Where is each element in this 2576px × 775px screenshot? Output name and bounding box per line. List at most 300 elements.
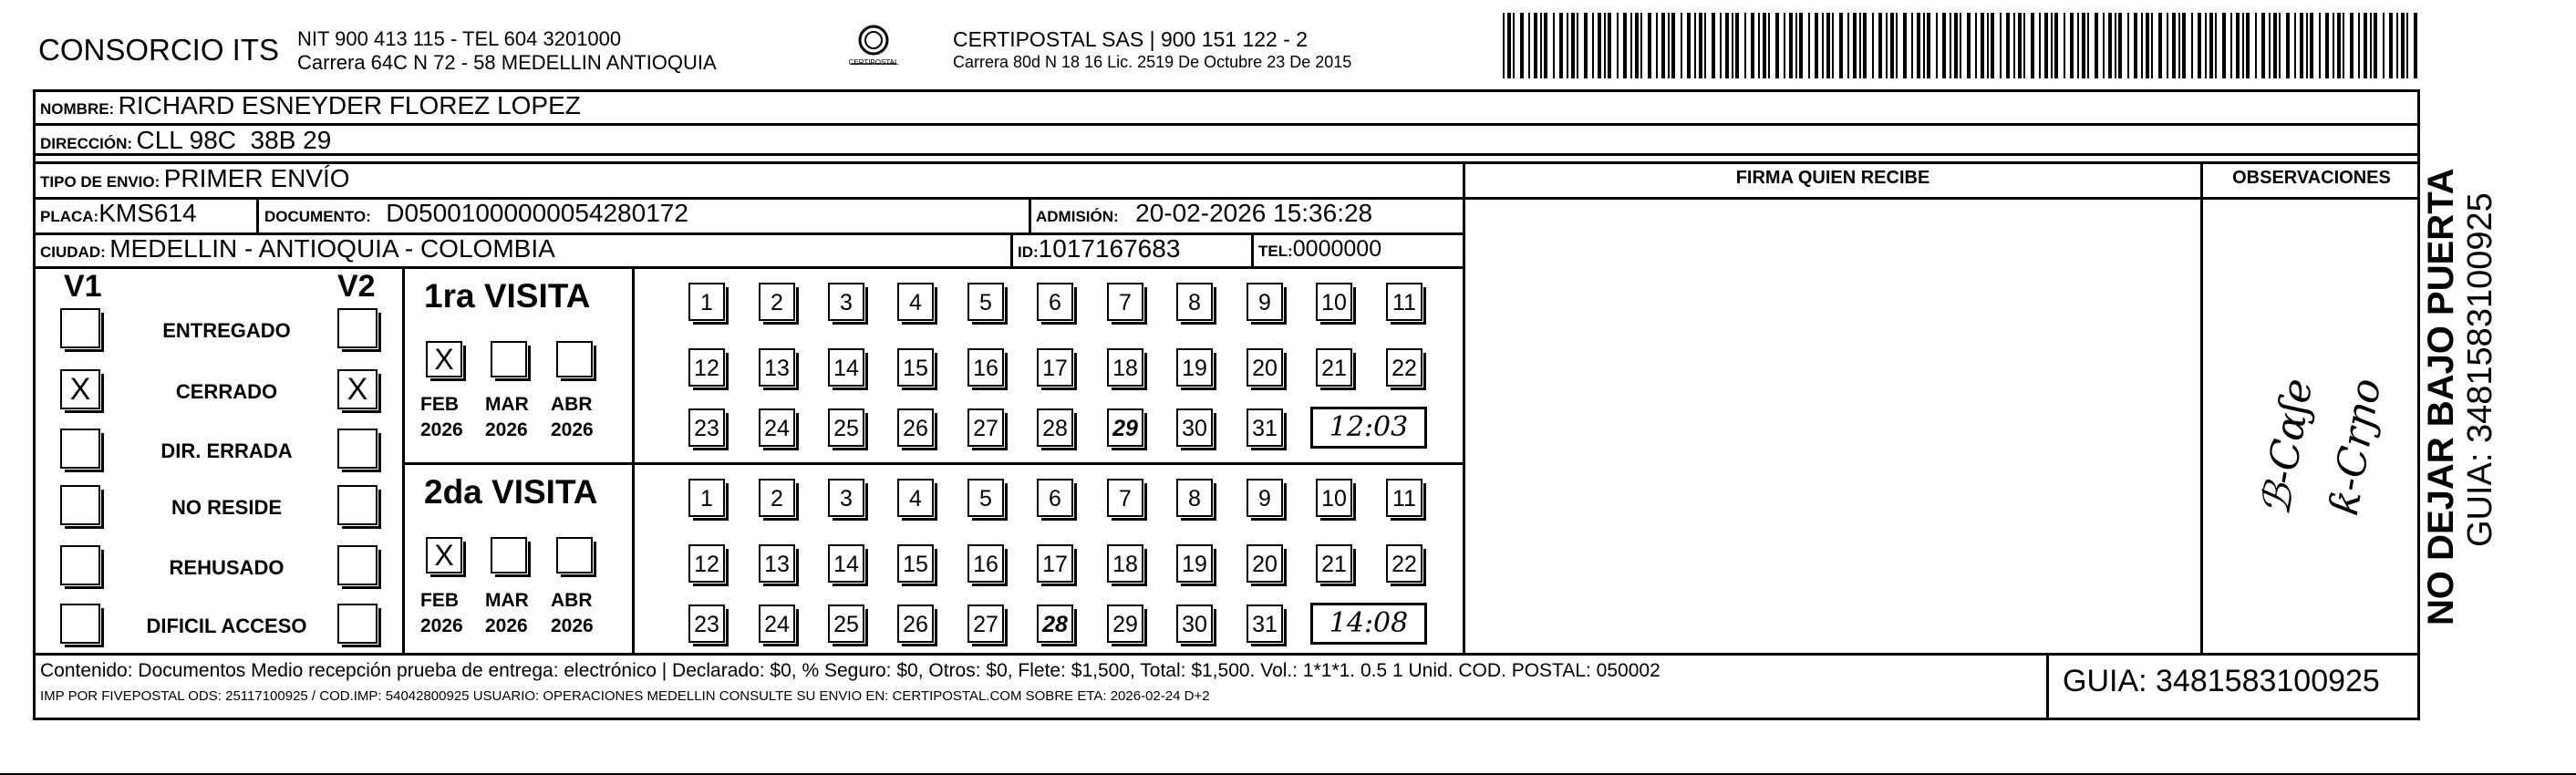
- status-label: DIFICIL ACCESO: [146, 615, 307, 637]
- month-label: MAR: [485, 394, 529, 415]
- col-divider: [632, 266, 635, 653]
- barcode-bar: [1859, 13, 1861, 78]
- barcode-bar: [2255, 13, 2257, 78]
- barcode-bar: [1853, 13, 1857, 78]
- barcode-bar: [1513, 13, 1515, 78]
- ciudad-label: CIUDAD:: [40, 243, 106, 261]
- barcode-bar: [1604, 13, 1606, 78]
- header: [0, 0, 2576, 91]
- barcode-bar: [1671, 13, 1675, 78]
- barcode-bar: [1775, 13, 1779, 78]
- barcode-bar: [2343, 13, 2344, 78]
- barcode-bar: [1839, 13, 1843, 78]
- tel-value: 0000000: [1292, 236, 1382, 262]
- barcode-bar: [1878, 13, 1882, 78]
- barcode-bar: [1768, 13, 1770, 78]
- month-label: MAR: [485, 590, 529, 611]
- footer-guia: GUIA: 3481583100925: [2063, 664, 2380, 698]
- barcode-bar: [2039, 13, 2041, 78]
- day-box[interactable]: 20: [1247, 348, 1283, 387]
- documento-row: [264, 199, 688, 228]
- barcode-bar: [2191, 13, 2193, 78]
- row-divider: [33, 653, 2420, 656]
- barcode-bar: [1832, 13, 1834, 78]
- barcode-bar: [1648, 13, 1651, 78]
- v1-checkbox[interactable]: [60, 604, 100, 644]
- barcode-bar: [2064, 13, 2065, 78]
- tel-label: TEL:: [1258, 243, 1293, 260]
- day-box[interactable]: 30: [1176, 408, 1213, 447]
- day-box[interactable]: 11: [1386, 479, 1422, 517]
- barcode-bar: [1886, 13, 1888, 78]
- admision-label: ADMISIÓN:: [1036, 208, 1119, 225]
- month-label: FEB: [420, 394, 459, 415]
- col-divider: [1463, 161, 1465, 653]
- barcode-bar: [2209, 13, 2213, 78]
- barcode-bar: [1917, 13, 1920, 78]
- day-box[interactable]: 27: [967, 604, 1004, 643]
- v2-checkbox[interactable]: [337, 308, 378, 348]
- day-box[interactable]: 12: [688, 544, 725, 583]
- documento-value: D05001000000054280172: [386, 199, 688, 227]
- barcode-bar: [2230, 13, 2232, 78]
- v2-checkbox[interactable]: [337, 604, 378, 644]
- barcode-bar: [1559, 13, 1563, 78]
- barcode-bar: [2370, 13, 2372, 78]
- barcode-bar: [1640, 13, 1642, 78]
- time-box[interactable]: 12:03: [1310, 407, 1427, 449]
- year-label: 2026: [551, 419, 594, 440]
- barcode-bar: [2269, 13, 2271, 78]
- day-box[interactable]: 14: [828, 348, 864, 387]
- barcode-bar: [2294, 13, 2296, 78]
- barcode-bar: [1567, 13, 1568, 78]
- barcode-bar: [1847, 13, 1849, 78]
- barcode-bar: [1668, 13, 1670, 78]
- v1-checkbox[interactable]: [60, 429, 100, 469]
- barcode-bar: [1608, 13, 1611, 78]
- barcode-bar: [2350, 13, 2354, 78]
- col-divider: [2046, 653, 2049, 720]
- barcode-bar: [2198, 13, 2201, 78]
- day-box[interactable]: 20: [1247, 544, 1283, 583]
- barcode-bar: [2333, 13, 2334, 78]
- visit-title: 2da VISITA: [424, 473, 598, 511]
- month-checkbox[interactable]: [491, 537, 527, 574]
- day-box[interactable]: 17: [1037, 544, 1073, 583]
- time-box[interactable]: 14:08: [1310, 603, 1427, 645]
- day-box[interactable]: 17: [1037, 348, 1073, 387]
- barcode-bar: [2167, 13, 2168, 78]
- day-box[interactable]: 26: [897, 604, 934, 643]
- barcode-bar: [1826, 13, 1830, 78]
- day-box[interactable]: 8: [1176, 479, 1213, 517]
- barcode-bar: [2306, 13, 2308, 78]
- barcode-bar: [1623, 13, 1627, 78]
- year-label: 2026: [420, 419, 463, 440]
- barcode-bar: [1694, 13, 1696, 78]
- barcode-bar: [2082, 13, 2085, 78]
- barcode-bar: [2178, 13, 2180, 78]
- barcode-bar: [1635, 13, 1639, 78]
- signature-scribble-2: ƙ-Crɲo: [2321, 375, 2391, 519]
- barcode-bar: [2070, 13, 2074, 78]
- barcode-bar: [1687, 13, 1691, 78]
- barcode-bar: [1751, 13, 1754, 78]
- tipo-row: [40, 164, 350, 193]
- day-box[interactable]: 21: [1316, 348, 1352, 387]
- day-box[interactable]: 12: [688, 348, 725, 387]
- v1-checkbox[interactable]: X: [60, 369, 100, 409]
- row-divider: [33, 266, 1463, 269]
- day-box[interactable]: 29: [1107, 408, 1143, 447]
- barcode-bar: [1911, 13, 1913, 78]
- placa-row: [40, 199, 197, 228]
- barcode-bar: [2103, 13, 2105, 78]
- col-divider: [256, 199, 259, 232]
- barcode-bar: [1863, 13, 1867, 78]
- placa-value: KMS614: [98, 199, 197, 227]
- barcode-bar: [2108, 13, 2112, 78]
- id-label: ID:: [1018, 243, 1039, 261]
- barcode-bar: [1815, 13, 1818, 78]
- barcode-bar: [2134, 13, 2137, 78]
- barcode-bar: [1528, 13, 1530, 78]
- logo-icon: [828, 24, 919, 75]
- company-name: CONSORCIO ITS: [38, 33, 280, 67]
- firma-label: FIRMA QUIEN RECIBE: [1735, 168, 1930, 188]
- barcode-bar: [1577, 13, 1578, 78]
- admision-value: 20-02-2026 15:36:28: [1135, 199, 1373, 227]
- v1-checkbox[interactable]: [60, 308, 100, 348]
- day-box[interactable]: 26: [897, 408, 934, 447]
- day-box[interactable]: 24: [759, 604, 795, 643]
- barcode-bar: [1987, 13, 1989, 78]
- v2-checkbox[interactable]: X: [337, 369, 378, 409]
- barcode-bar: [2374, 13, 2377, 78]
- barcode-bar: [1656, 13, 1658, 78]
- day-box[interactable]: 30: [1176, 604, 1213, 643]
- barcode-bar: [1903, 13, 1907, 78]
- barcode-bar: [2146, 13, 2149, 78]
- day-box[interactable]: 31: [1247, 604, 1283, 643]
- row-divider: [402, 462, 1463, 465]
- barcode-bar: [2031, 13, 2034, 78]
- courier-line-1: CERTIPOSTAL SAS | 900 151 122 - 2: [953, 27, 1309, 51]
- barcode-bar: [1942, 13, 1946, 78]
- barcode-bar: [1617, 13, 1619, 78]
- tel-row: [1258, 236, 1381, 263]
- month-label: ABR: [551, 394, 593, 415]
- nombre-row: [40, 91, 581, 120]
- barcode-bar: [2095, 13, 2098, 78]
- day-box[interactable]: 27: [967, 408, 1004, 447]
- v2-checkbox[interactable]: [337, 429, 378, 469]
- year-label: 2026: [485, 615, 528, 636]
- barcode-bar: [2127, 13, 2129, 78]
- barcode-bar: [1704, 13, 1706, 78]
- day-box[interactable]: 22: [1386, 544, 1422, 583]
- courier-line-2: Carrera 80d N 18 16 Lic. 2519 De Octubre 23 De 2015: [953, 53, 1352, 71]
- nombre-value: RICHARD ESNEYDER FLOREZ LOPEZ: [118, 91, 581, 119]
- barcode-bar: [1784, 13, 1785, 78]
- col-divider: [1010, 234, 1013, 266]
- day-box[interactable]: 9: [1247, 479, 1283, 517]
- barcode-bar: [2310, 13, 2313, 78]
- day-box[interactable]: 19: [1176, 348, 1213, 387]
- barcode-bar: [1681, 13, 1682, 78]
- day-box[interactable]: 16: [967, 544, 1004, 583]
- month-checkbox[interactable]: [556, 341, 593, 377]
- day-box[interactable]: 13: [759, 544, 795, 583]
- barcode: [1503, 13, 2424, 78]
- day-box[interactable]: 10: [1316, 283, 1352, 321]
- direccion-value: CLL 98C 38B 29: [136, 126, 332, 154]
- month-label: FEB: [420, 590, 459, 611]
- day-box[interactable]: 8: [1176, 283, 1213, 321]
- barcode-bar: [2279, 13, 2281, 78]
- barcode-bar: [2023, 13, 2025, 78]
- day-box[interactable]: 16: [967, 348, 1004, 387]
- barcode-bar: [2087, 13, 2089, 78]
- barcode-bar: [2044, 13, 2048, 78]
- barcode-bar: [2337, 13, 2341, 78]
- day-box[interactable]: 1: [688, 283, 725, 321]
- nombre-label: NOMBRE:: [40, 100, 115, 118]
- month-checkbox[interactable]: [556, 537, 593, 574]
- day-box[interactable]: 22: [1386, 348, 1422, 387]
- day-box[interactable]: 4: [897, 479, 934, 517]
- barcode-bar: [1896, 13, 1898, 78]
- barcode-bar: [2319, 13, 2321, 78]
- barcode-bar: [1553, 13, 1555, 78]
- v1-checkbox[interactable]: [60, 545, 100, 585]
- barcode-bar: [2222, 13, 2226, 78]
- barcode-bar: [1991, 13, 1994, 78]
- barcode-bar: [1503, 13, 1505, 78]
- status-label: ENTREGADO: [162, 319, 291, 342]
- barcode-bar: [2051, 13, 2053, 78]
- barcode-bar: [1507, 13, 1511, 78]
- no-dejar-warning: NO DEJAR BAJO PUERTA: [2421, 168, 2461, 625]
- barcode-bar: [2077, 13, 2079, 78]
- admision-row: [1036, 199, 1372, 228]
- day-box[interactable]: 28: [1037, 408, 1073, 447]
- barcode-bar: [2364, 13, 2367, 78]
- barcode-bar: [2172, 13, 2176, 78]
- barcode-bar: [2141, 13, 2143, 78]
- side-text: [2421, 89, 2503, 636]
- col-divider: [1029, 199, 1031, 232]
- barcode-bar: [1923, 13, 1925, 78]
- barcode-bar: [2358, 13, 2360, 78]
- footer-line-2: IMP POR FIVEPOSTAL ODS: 25117100925 / COD.IMP: 54042800925 USUARIO: OPERACIONES MEDELLIN CONSULTE SU ENVIO EN: CERTIPOSTAL.COM SOBRE ETA: 2026-02-24 D+2: [40, 688, 1210, 704]
- barcode-bar: [1571, 13, 1575, 78]
- barcode-bar: [2406, 13, 2408, 78]
- col-divider: [402, 266, 405, 653]
- barcode-bar: [1712, 13, 1715, 78]
- day-box[interactable]: 25: [828, 604, 864, 643]
- logo-text: CERTIPOSTAL: [848, 58, 899, 67]
- barcode-bar: [2389, 13, 2393, 78]
- day-box[interactable]: 3: [828, 479, 864, 517]
- tipo-label: TIPO DE ENVIO:: [40, 173, 160, 191]
- day-box[interactable]: 31: [1247, 408, 1283, 447]
- barcode-bar: [1789, 13, 1793, 78]
- barcode-bar: [2246, 13, 2250, 78]
- year-label: 2026: [420, 615, 463, 636]
- observaciones-label: OBSERVACIONES: [2232, 168, 2391, 188]
- certipostal-logo: [828, 24, 919, 75]
- col-divider: [2200, 161, 2203, 653]
- barcode-bar: [2151, 13, 2153, 78]
- id-value: 1017167683: [1038, 234, 1181, 263]
- day-box[interactable]: 21: [1316, 544, 1352, 583]
- day-box[interactable]: 23: [688, 604, 725, 643]
- day-box[interactable]: 6: [1037, 283, 1073, 321]
- barcode-bar: [1661, 13, 1665, 78]
- barcode-bar: [2013, 13, 2015, 78]
- barcode-bar: [1927, 13, 1930, 78]
- documento-label: DOCUMENTO:: [264, 208, 371, 225]
- day-box[interactable]: 10: [1316, 479, 1352, 517]
- row-divider: [33, 123, 2420, 126]
- day-box[interactable]: 25: [828, 408, 864, 447]
- barcode-bar: [2242, 13, 2244, 78]
- id-row: [1018, 234, 1180, 264]
- day-box[interactable]: 14: [828, 544, 864, 583]
- visit-title: 1ra VISITA: [424, 277, 591, 315]
- day-box[interactable]: 24: [759, 408, 795, 447]
- barcode-bar: [2396, 13, 2398, 78]
- barcode-bar: [2273, 13, 2277, 78]
- barcode-bar: [2006, 13, 2010, 78]
- month-checkbox[interactable]: [491, 341, 527, 377]
- barcode-bar: [1598, 13, 1601, 78]
- barcode-bar: [2383, 13, 2385, 78]
- day-box[interactable]: 11: [1386, 283, 1422, 321]
- day-box[interactable]: 3: [828, 283, 864, 321]
- barcode-bar: [2118, 13, 2122, 78]
- barcode-bar: [1744, 13, 1746, 78]
- day-box[interactable]: 9: [1247, 283, 1283, 321]
- day-box[interactable]: 2: [759, 479, 795, 517]
- day-box[interactable]: 29: [1107, 604, 1143, 643]
- day-box[interactable]: 5: [967, 283, 1004, 321]
- day-box[interactable]: 15: [897, 348, 934, 387]
- barcode-bar: [1544, 13, 1547, 78]
- status-label: CERRADO: [175, 380, 278, 403]
- barcode-bar: [1732, 13, 1733, 78]
- day-box[interactable]: 7: [1107, 283, 1143, 321]
- direccion-label: DIRECCIÓN:: [40, 135, 133, 152]
- month-label: ABR: [551, 590, 593, 611]
- side-guia: GUIA: 3481583100925: [2461, 192, 2499, 547]
- barcode-bar: [1799, 13, 1803, 78]
- footer-line-1: Contenido: Documentos Medio recepción prueba de entrega: electrónico | Declarado: $0, % Seguro: $0, Otros: $0, Flete: $1,500, Total: $1,500. Vol.: 1*1*1. 0.5 1 Unid. COD. POSTAL: 050002: [40, 660, 1660, 681]
- barcode-bar: [1592, 13, 1594, 78]
- barcode-bar: [1720, 13, 1722, 78]
- col-divider: [1251, 234, 1254, 266]
- row-divider: [33, 153, 2420, 156]
- barcode-bar: [1950, 13, 1951, 78]
- tipo-value: PRIMER ENVÍO: [163, 164, 350, 192]
- day-box[interactable]: 13: [759, 348, 795, 387]
- barcode-bar: [1584, 13, 1588, 78]
- barcode-bar: [2401, 13, 2405, 78]
- day-box[interactable]: 28: [1037, 604, 1073, 643]
- barcode-bar: [1936, 13, 1938, 78]
- barcode-bar: [2054, 13, 2058, 78]
- barcode-bar: [1725, 13, 1729, 78]
- barcode-bar: [1954, 13, 1958, 78]
- barcode-bar: [2325, 13, 2329, 78]
- day-box[interactable]: 6: [1037, 479, 1073, 517]
- barcode-bar: [1981, 13, 1984, 78]
- barcode-bar: [1520, 13, 1524, 78]
- placa-label: PLACA:: [40, 208, 99, 225]
- status-label: REHUSADO: [169, 556, 284, 579]
- barcode-bar: [1699, 13, 1702, 78]
- barcode-bar: [1872, 13, 1874, 78]
- barcode-bar: [2261, 13, 2265, 78]
- barcode-bar: [2215, 13, 2217, 78]
- day-box[interactable]: 18: [1107, 348, 1143, 387]
- day-box[interactable]: 7: [1107, 479, 1143, 517]
- day-box[interactable]: 18: [1107, 544, 1143, 583]
- barcode-bar: [2300, 13, 2303, 78]
- day-box[interactable]: 23: [688, 408, 725, 447]
- barcode-bar: [2158, 13, 2162, 78]
- status-label: NO RESIDE: [171, 496, 283, 519]
- barcode-bar: [2414, 13, 2417, 78]
- barcode-bar: [1960, 13, 1961, 78]
- barcode-bar: [1795, 13, 1797, 78]
- barcode-bar: [1967, 13, 1971, 78]
- ciudad-row: [40, 234, 555, 264]
- barcode-bar: [2182, 13, 2186, 78]
- day-box[interactable]: 2: [759, 283, 795, 321]
- direccion-row: [40, 126, 331, 155]
- month-checkbox[interactable]: X: [426, 537, 462, 574]
- day-box[interactable]: 15: [897, 544, 934, 583]
- barcode-bar: [1763, 13, 1766, 78]
- v2-checkbox[interactable]: [337, 485, 378, 525]
- day-box[interactable]: 1: [688, 479, 725, 517]
- barcode-bar: [1808, 13, 1810, 78]
- barcode-bar: [1534, 13, 1537, 78]
- company-line-2: Carrera 64C N 72 - 58 MEDELLIN ANTIOQUIA: [297, 51, 717, 74]
- barcode-bar: [2115, 13, 2116, 78]
- row-divider: [33, 161, 2420, 164]
- v2-checkbox[interactable]: [337, 545, 378, 585]
- barcode-bar: [1758, 13, 1760, 78]
- barcode-bar: [1890, 13, 1894, 78]
- barcode-bar: [1975, 13, 1977, 78]
- v2-label: V2: [337, 269, 376, 304]
- v1-label: V1: [64, 269, 102, 304]
- day-box[interactable]: 19: [1176, 544, 1213, 583]
- barcode-bar: [1630, 13, 1632, 78]
- month-checkbox[interactable]: X: [426, 341, 462, 377]
- day-box[interactable]: 5: [967, 479, 1004, 517]
- barcode-bar: [2000, 13, 2002, 78]
- barcode-bar: [2286, 13, 2290, 78]
- barcode-bar: [1735, 13, 1739, 78]
- v1-checkbox[interactable]: [60, 485, 100, 525]
- day-box[interactable]: 4: [897, 283, 934, 321]
- signature-scribble-1: ℬ-Cαʃe: [2252, 375, 2323, 519]
